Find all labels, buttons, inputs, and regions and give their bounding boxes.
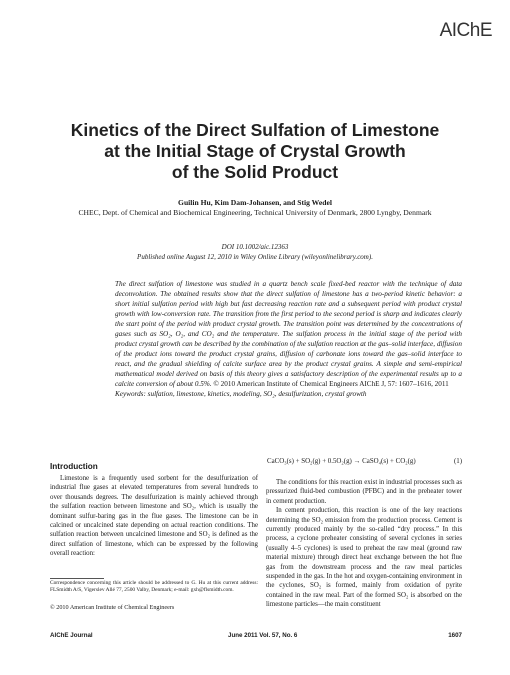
- footer-journal: AIChE Journal: [50, 632, 93, 639]
- reaction-equation: [267, 457, 462, 466]
- article-title: [40, 120, 470, 183]
- right-paragraph-2: In cement production, this reaction is one of the key reactions determining the SO₂ emission from the production process. Cement is currently produced mainly by the so-called “dry process.” In this process, a cyclone preheater consisting of several cyclones in series (usually 4–5 cyclones) is used to preheat the raw meal (ground raw material mixture) through direct heat exchange between the hot flue gas from the downstream process and the raw meal particles suspended in the gas. In the hot and oxygen-containing environment in the cyclones, SO₂ is formed, mainly from oxidation of pyrite contained in the raw meal. Part of the formed SO₂ is absorbed on the limestone particles—the main constituent: [266, 507, 462, 609]
- abstract-keywords: Keywords: sulfation, limestone, kinetics, modeling, SO₂, desulfurization, crystal growth: [115, 390, 367, 398]
- publication-info: [20, 243, 490, 262]
- published-online-line: Published online August 12, 2010 in Wiley Online Library (wileyonlinelibrary.com).: [137, 252, 373, 261]
- footnote-copyright: © 2010 American Institute of Chemical Engineers: [50, 604, 175, 611]
- right-paragraph-1: The conditions for this reaction exist in industrial processes such as pressurized fluid-bed combustion (PFBC) and in the preheater tower in cement production.: [266, 479, 463, 505]
- correspondence-footnote: Correspondence concerning this article should be addressed to G. Hu at this current address: FLSmidth A/S, Vigerslev Allé 77, 2500 Valby, Denmark; e-mail: gxh@flsmidth.com.: [50, 580, 258, 593]
- abstract: [115, 279, 462, 399]
- equation-text: CaCO₃(s) + SO₂(g) + 0.5O₂(g) → CaSO₄(s) + CO₂(g): [267, 458, 416, 465]
- abstract-body: The direct sulfation of limestone was studied in a quartz bench scale fixed-bed reactor with the technique of data deconvolution. The obtained results show that the direct sulfation of limestone has a two-period kinetic behavior: a short initial sulfation period with high but fast decreasing reaction rate and a subsequent period with product crystal growth with low-conversion rate. The transition from the first period to the second period is sharp and indicates clearly the start point of the period with product crystal growth. The transition point was determined by the concentrations of gases such as SO₂, O₂, and CO₂ and the temperature. The sulfation process in the initial stage of the period with product crystal growth can be described by the combination of the sulfation reaction at the gas–solid interface, diffusion of the product ions toward the product crystal grains, diffusion of carbonate ions toward the gas–solid interface to react, and the gradual shielding of calcite surface area by the product crystal grains. A simple and semi-empirical mathematical model derived on basis of this theory gives a satisfactory description of the experimental results up to a calcite conversion of about 0.5%.: [115, 280, 462, 388]
- doi-line: DOI 10.1002/aic.12363: [221, 243, 289, 251]
- abstract-copyright: © 2010 American Institute of Chemical Engineers AIChE J, 57: 1607–1616, 2011: [213, 380, 449, 388]
- right-column: [266, 478, 462, 610]
- introduction-paragraph: Limestone is a frequently used sorbent for the desulfurization of industrial flue gases at elevated temperatures from several hundreds to over thousands degrees. The desulfurization is mainly achieved through the sulfation reaction between limestone and SO₂, which is usually the dominant sulfur-baring gas in the flue gases. The limestone can be in calcined or uncalcined state depending on actual reaction conditions. The sulfation reaction between uncalcined limestone and SO₂ is defined as the direct sulfation of limestone, which can be expressed by the following overall reaction:: [50, 475, 258, 558]
- aiche-logo: AIChE: [439, 20, 492, 41]
- introduction-heading: Introduction: [50, 462, 98, 471]
- footer-page-number: 1607: [448, 632, 462, 639]
- author-names: Guilin Hu, Kim Dam-Johansen, and Stig Wedel: [178, 198, 332, 207]
- title-line-2: at the Initial Stage of Crystal Growth: [104, 141, 406, 161]
- title-line-3: of the Solid Product: [171, 162, 339, 182]
- title-line-1: Kinetics of the Direct Sulfation of Limestone: [70, 120, 440, 140]
- equation-number: (1): [453, 458, 462, 465]
- author-affiliation: CHEC, Dept. of Chemical and Biochemical Engineering, Technical University of Denmark, 2800 Lyngby, Denmark: [78, 208, 432, 217]
- footnote-divider: [50, 578, 104, 579]
- footer-issue: June 2011 Vol. 57, No. 6: [228, 632, 298, 639]
- left-column: [50, 474, 258, 559]
- author-block: [20, 198, 490, 218]
